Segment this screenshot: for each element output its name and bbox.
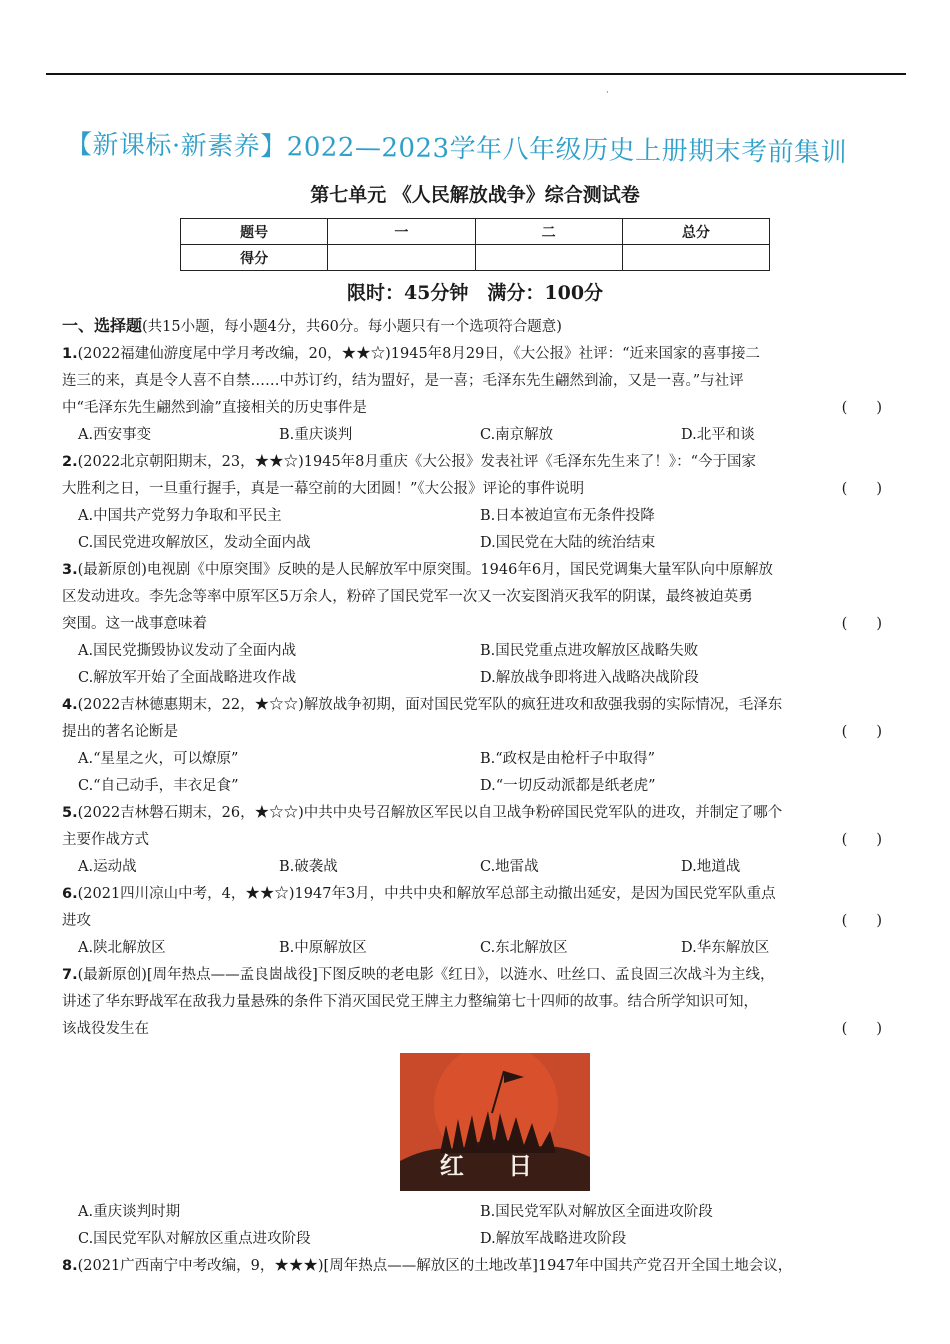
question xyxy=(62,881,888,962)
question-text: (2021广西南宁中考改编，9，★★★)[周年热点——解放区的土地改革]1947年中国共产党召开全国土地会议， xyxy=(77,1258,793,1274)
score-header-cell: 一 xyxy=(328,219,475,245)
question xyxy=(62,557,888,692)
score-table xyxy=(180,218,770,271)
option[interactable]: A.国民党撕毁协议发动了全面内战 xyxy=(78,643,297,659)
question-text: 该战役发生在 xyxy=(62,1021,149,1037)
question-text: 主要作战方式 xyxy=(62,832,149,848)
top-rule xyxy=(46,73,906,75)
options xyxy=(62,1226,888,1253)
option[interactable]: B.重庆谈判 xyxy=(279,427,353,443)
answer-bracket[interactable]: ( ) xyxy=(841,832,882,848)
question-number: 6. xyxy=(62,886,78,902)
options xyxy=(62,422,888,449)
question-text: 区发动进攻。李先念等率中原军区5万余人，粉碎了国民党军一次又一次妄图消灭我军的阴谋，最终被迫英勇 xyxy=(62,589,753,605)
time-score-limits: 限时：45分钟 满分：100分 xyxy=(346,282,604,304)
option[interactable]: D.地道战 xyxy=(681,859,741,875)
score-cell[interactable] xyxy=(622,245,769,271)
option[interactable]: C.东北解放区 xyxy=(480,940,568,956)
section-note: (共15小题，每小题4分，共60分。每小题只有一个选项符合题意) xyxy=(142,319,562,335)
question-text: (最新原创)电视剧《中原突围》反映的是人民解放军中原突围。1946年6月，国民党调集大量军队向中原解放 xyxy=(77,562,774,578)
question xyxy=(62,449,888,557)
section-title: 一、选择题 xyxy=(62,316,143,335)
option[interactable]: D.解放军战略进攻阶段 xyxy=(480,1231,627,1247)
options xyxy=(62,773,888,800)
option[interactable]: D.“一切反动派都是纸老虎” xyxy=(480,778,656,794)
answer-bracket[interactable]: ( ) xyxy=(841,913,882,929)
option[interactable]: D.国民党在大陆的统治结束 xyxy=(480,535,656,551)
answer-bracket[interactable]: ( ) xyxy=(841,400,882,416)
score-cell[interactable] xyxy=(328,245,475,271)
answer-bracket[interactable]: ( ) xyxy=(841,1021,882,1037)
question-text: (最新原创)[周年热点——孟良崮战役]下图反映的老电影《红日》，以涟水、吐丝口、孟良固三次战斗为主线， xyxy=(77,967,775,983)
question-text: 大胜利之日，一旦重行握手，真是一幕空前的大团圆！”《大公报》评论的事件说明 xyxy=(62,481,585,497)
question xyxy=(62,962,888,1253)
section-heading xyxy=(62,312,888,341)
options xyxy=(62,935,888,962)
question-number: 1. xyxy=(62,346,78,362)
score-table-header-row xyxy=(181,219,770,245)
decor-dot: · xyxy=(606,88,609,98)
options xyxy=(62,638,888,665)
option[interactable]: C.解放军开始了全面战略进攻作战 xyxy=(78,670,297,686)
question-number: 8. xyxy=(62,1258,78,1274)
series-banner: 【新课标·新素养】2022—2023学年八年级历史上册期末考前集训 xyxy=(65,130,848,169)
option[interactable]: B.破袭战 xyxy=(279,859,338,875)
question-text: 中“毛泽东先生翩然到渝”直接相关的历史事件是 xyxy=(62,400,367,416)
answer-bracket[interactable]: ( ) xyxy=(841,481,882,497)
option[interactable]: A.“星星之火，可以燎原” xyxy=(78,751,239,767)
question xyxy=(62,692,888,800)
poster-title: 红 日 xyxy=(439,1152,551,1180)
options xyxy=(62,530,888,557)
options xyxy=(62,746,888,773)
option[interactable]: B.中原解放区 xyxy=(279,940,367,956)
question-text: (2022福建仙游度尾中学月考改编，20，★★☆)1945年8月29日，《大公报》社评：“近来国家的喜事接二 xyxy=(77,346,761,362)
option[interactable]: C.国民党进攻解放区，发动全面内战 xyxy=(78,535,311,551)
option[interactable]: B.国民党军队对解放区全面进攻阶段 xyxy=(480,1204,713,1220)
question-text: 讲述了华东野战军在敌我力量悬殊的条件下消灭国民党王牌主力整编第七十四师的故事。结合所学知识可知， xyxy=(62,994,758,1010)
question-text: (2021四川凉山中考，4，★★☆)1947年3月，中共中央和解放军总部主动撤出延安，是因为国民党军队重点 xyxy=(77,886,776,902)
question-number: 5. xyxy=(62,805,78,821)
questions-content xyxy=(62,312,888,1280)
question-number: 2. xyxy=(62,454,78,470)
option[interactable]: C.“自己动手，丰衣足食” xyxy=(78,778,239,794)
option[interactable]: B.国民党重点进攻解放区战略失败 xyxy=(480,643,699,659)
question-number: 4. xyxy=(62,697,78,713)
score-cell[interactable] xyxy=(475,245,622,271)
score-header-cell: 总分 xyxy=(622,219,769,245)
option[interactable]: D.华东解放区 xyxy=(681,940,770,956)
option[interactable]: A.重庆谈判时期 xyxy=(78,1204,181,1220)
option[interactable]: B.“政权是由枪杆子中取得” xyxy=(480,751,656,767)
option[interactable]: A.西安事变 xyxy=(78,427,152,443)
question-text: (2022吉林德惠期末，22，★☆☆)解放战争初期，面对国民党军队的疯狂进攻和敌强我弱的实际情况，毛泽东 xyxy=(77,697,783,713)
question xyxy=(62,800,888,881)
option[interactable]: D.解放战争即将进入战略决战阶段 xyxy=(480,670,699,686)
options xyxy=(62,665,888,692)
options xyxy=(62,1199,888,1226)
question-number: 3. xyxy=(62,562,78,578)
question-text: 提出的著名论断是 xyxy=(62,724,178,740)
question xyxy=(62,341,888,449)
option[interactable]: A.运动战 xyxy=(78,859,137,875)
question-text: 突围。这一战事意味着 xyxy=(62,616,207,632)
option[interactable]: D.北平和谈 xyxy=(681,427,755,443)
option[interactable]: A.中国共产党努力争取和平民主 xyxy=(78,508,282,524)
option[interactable]: A.陕北解放区 xyxy=(78,940,166,956)
score-header-cell: 题号 xyxy=(181,219,328,245)
option[interactable]: C.国民党军队对解放区重点进攻阶段 xyxy=(78,1231,311,1247)
score-row-label: 得分 xyxy=(181,245,328,271)
options xyxy=(62,503,888,530)
movie-poster-image xyxy=(400,1053,590,1191)
question-text: (2022吉林磐石期末，26，★☆☆)中共中央号召解放区军民以自卫战争粉碎国民党军队的进攻，并制定了哪个 xyxy=(77,805,783,821)
option[interactable]: B.日本被迫宣布无条件投降 xyxy=(480,508,655,524)
question xyxy=(62,1253,888,1280)
question-text: 进攻 xyxy=(62,913,91,929)
option[interactable]: C.南京解放 xyxy=(480,427,554,443)
options xyxy=(62,854,888,881)
question-number: 7. xyxy=(62,967,78,983)
answer-bracket[interactable]: ( ) xyxy=(841,616,882,632)
page-title: 第七单元 《人民解放战争》综合测试卷 xyxy=(310,184,640,206)
answer-bracket[interactable]: ( ) xyxy=(841,724,882,740)
score-table-score-row xyxy=(181,245,770,271)
question-text: (2022北京朝阳期末，23，★★☆)1945年8月重庆《大公报》发表社评《毛泽东先生来了！》：“今于国家 xyxy=(77,454,757,470)
score-header-cell: 二 xyxy=(475,219,622,245)
question-text: 连三的来，真是令人喜不自禁……中苏订约，结为盟好，是一喜；毛泽东先生翩然到渝，又是一喜。”与社评 xyxy=(62,373,744,389)
option[interactable]: C.地雷战 xyxy=(480,859,539,875)
